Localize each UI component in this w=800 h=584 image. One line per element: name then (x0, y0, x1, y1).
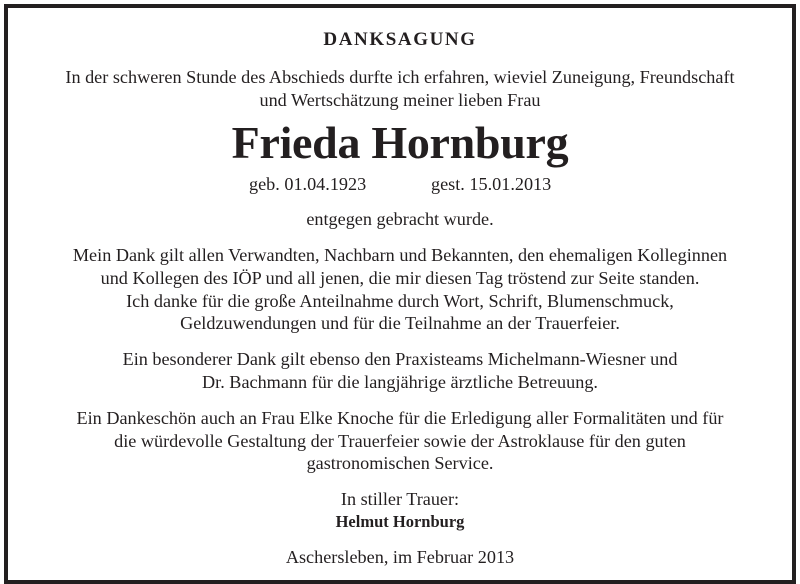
paragraph2-line-1: Ein besonderer Dank gilt ebenso den Praxisteams Michelmann-Wiesner und (122, 349, 678, 369)
paragraph1-line-1: Mein Dank gilt allen Verwandten, Nachbarn und Bekannten, den ehemaligen Kolleginnen (72, 245, 728, 265)
mourning-label: In stiller Trauer: (340, 489, 460, 509)
intro-line-1: In der schweren Stunde des Abschieds durfte ich erfahren, wieviel Zuneigung, Freundschaft (65, 67, 735, 87)
deceased-name: Frieda Hornburg (231, 117, 569, 168)
death-date: gest. 15.01.2013 (431, 174, 552, 194)
obituary-notice (4, 4, 796, 584)
paragraph3-line-1: Ein Dankeschön auch an Frau Elke Knoche für die Erledigung aller Formalitäten und für (76, 408, 724, 428)
paragraph1-line-4: Geldzuwendungen und für die Teilnahme an der Trauerfeier. (180, 313, 620, 333)
notice-heading: DANKSAGUNG (323, 29, 477, 50)
paragraph3-line-3: gastronomischen Service. (306, 453, 494, 473)
birth-date: geb. 01.04.1923 (249, 174, 367, 194)
intro-end: entgegen gebracht wurde. (306, 209, 494, 229)
paragraph1-line-2: und Kollegen des IÖP und all jenen, die mir diesen Tag tröstend zur Seite standen. (100, 268, 700, 288)
paragraph2-line-2: Dr. Bachmann für die langjährige ärztliche Betreuung. (202, 372, 598, 392)
place-date: Aschersleben, im Februar 2013 (285, 547, 515, 567)
paragraph1-line-3: Ich danke für die große Anteilnahme durch Wort, Schrift, Blumenschmuck, (126, 291, 674, 311)
intro-line-2: und Wertschätzung meiner lieben Frau (259, 90, 541, 110)
paragraph3-line-2: die würdevolle Gestaltung der Trauerfeier sowie der Astroklause für den guten (114, 431, 686, 451)
signer-name: Helmut Hornburg (335, 512, 465, 531)
